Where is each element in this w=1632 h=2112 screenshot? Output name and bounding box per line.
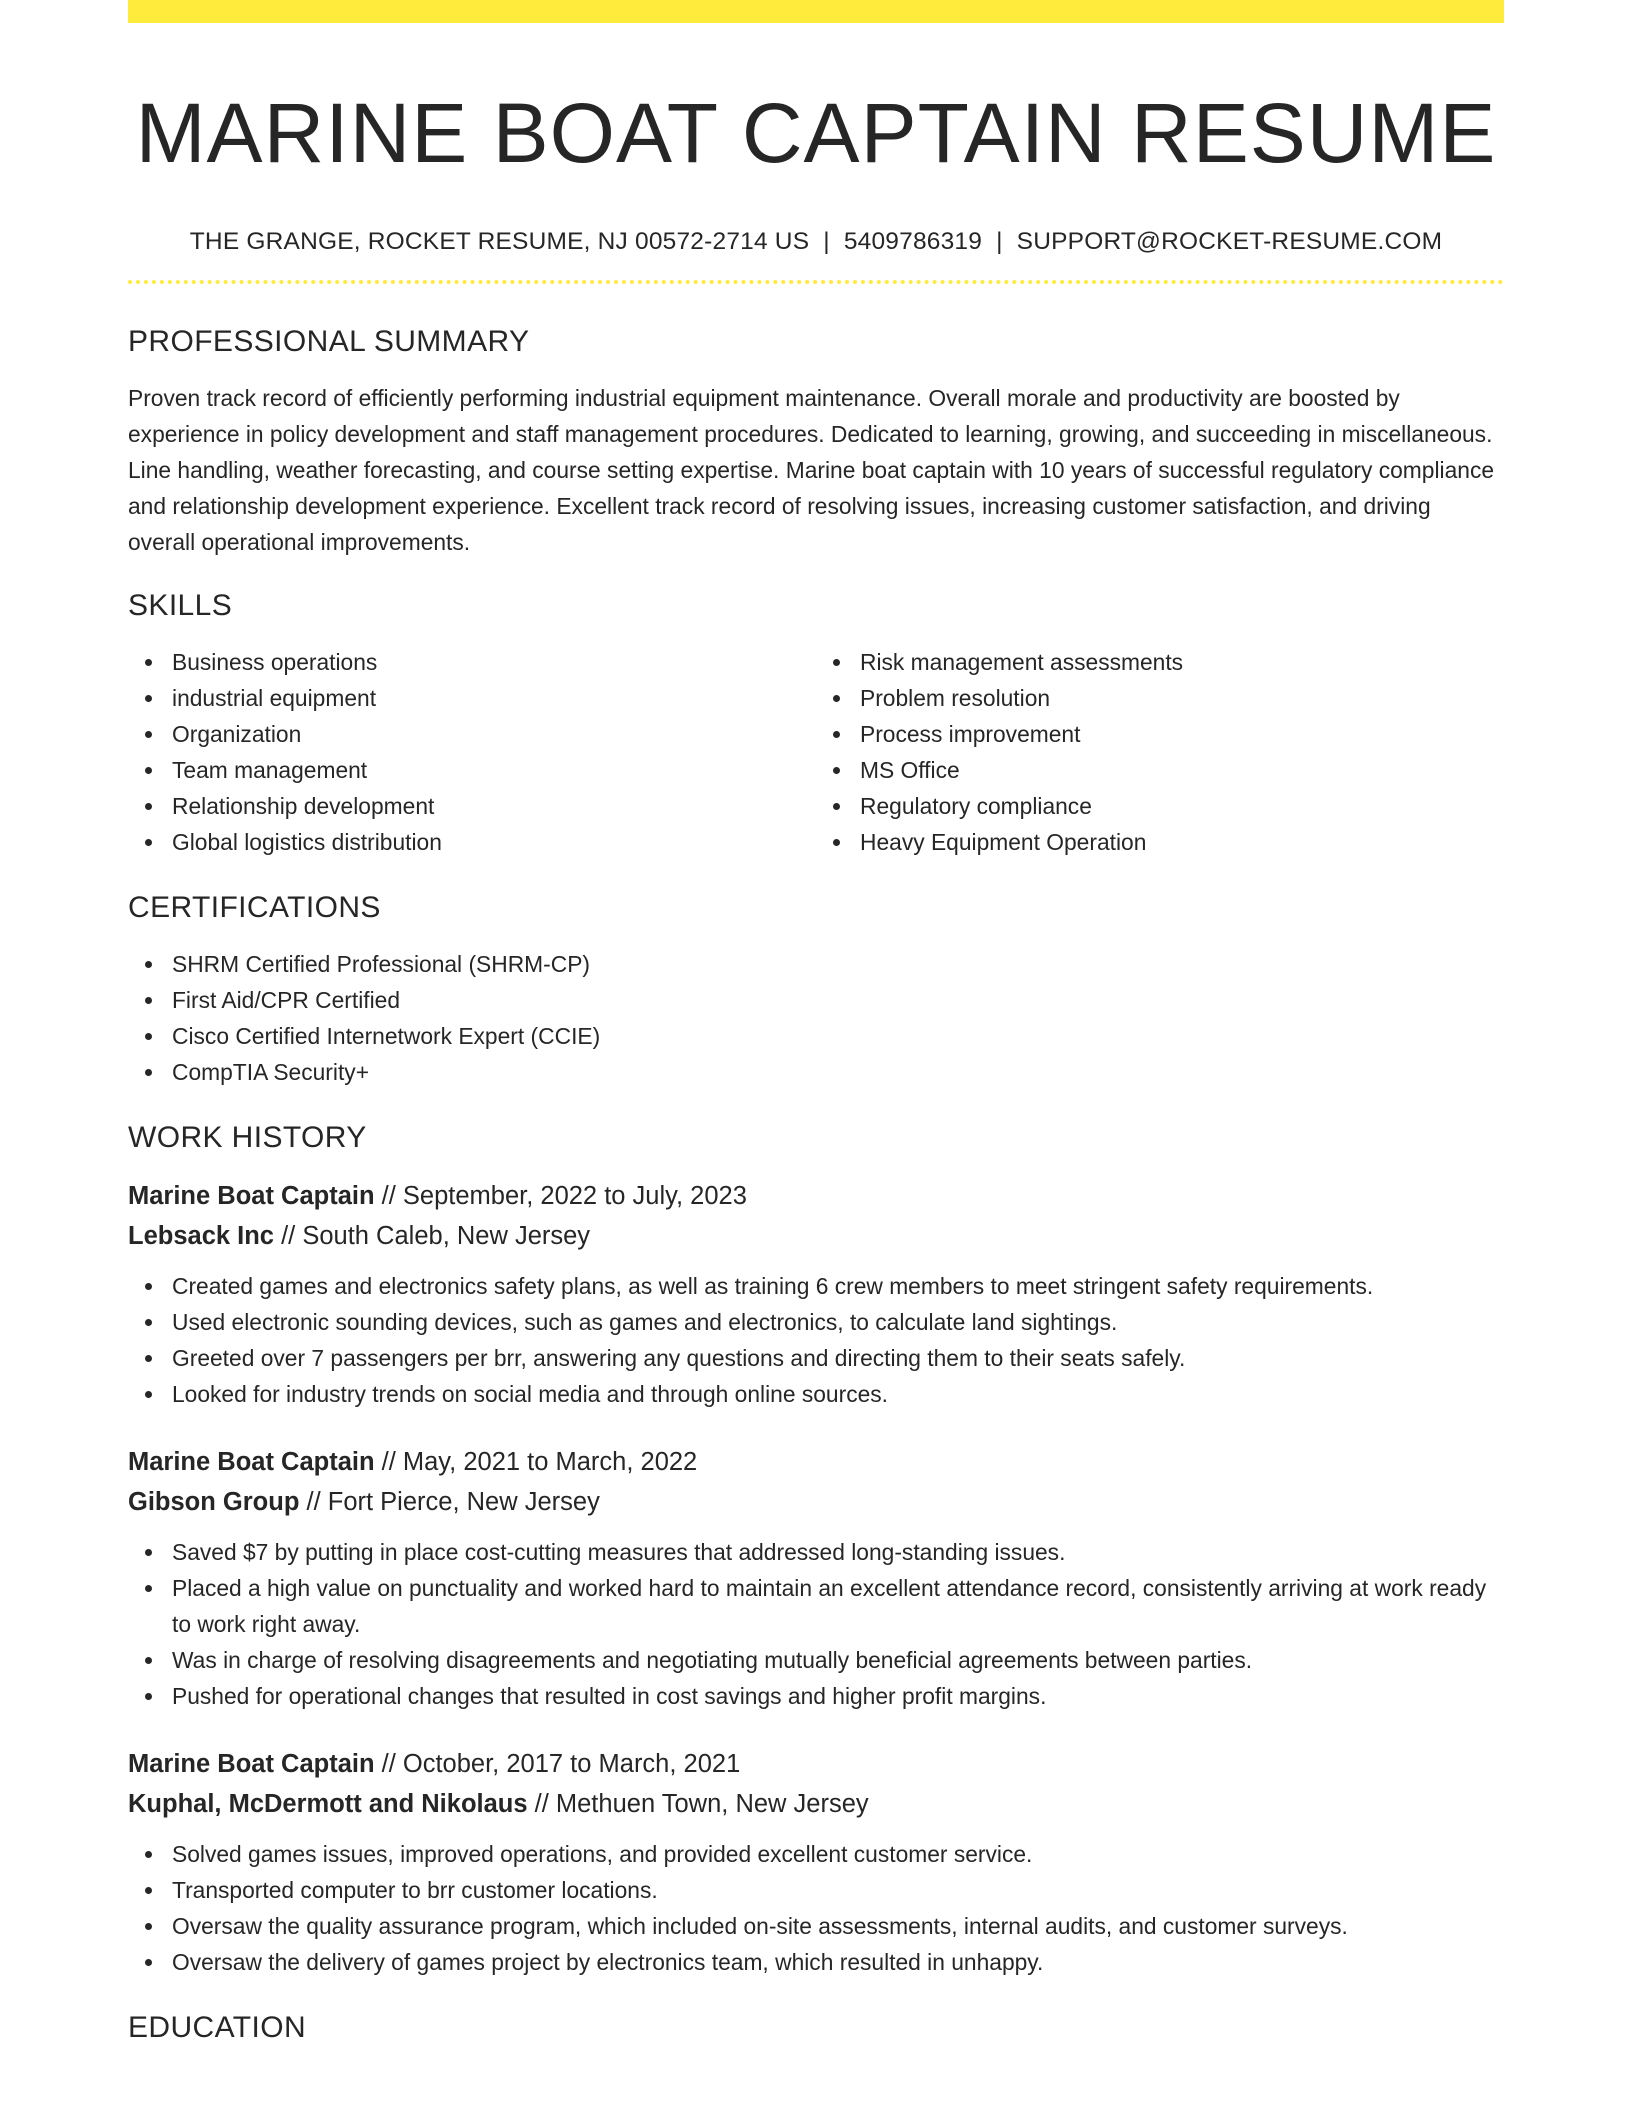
skill-item: Risk management assessments <box>860 644 1504 680</box>
job-bullet: Oversaw the delivery of games project by electronics team, which resulted in unhappy. <box>172 1944 1504 1980</box>
certifications-heading: CERTIFICATIONS <box>128 891 381 924</box>
job-role: Marine Boat Captain <box>128 1448 375 1476</box>
job-bullet: Saved $7 by putting in place cost-cutting measures that addressed long-standing issues. <box>172 1534 1504 1570</box>
job-location: // South Caleb, New Jersey <box>274 1222 591 1250</box>
job-company: Kuphal, McDermott and Nikolaus <box>128 1790 528 1818</box>
skills-list-left <box>128 644 816 860</box>
job-company: Gibson Group <box>128 1488 300 1516</box>
skill-item: Regulatory compliance <box>860 788 1504 824</box>
resume-page <box>128 0 1504 2046</box>
job-bullet: Created games and electronics safety plans, as well as training 6 crew members to meet stringent safety requirements. <box>172 1268 1504 1304</box>
skills-heading: SKILLS <box>128 589 233 622</box>
skills-list-right <box>816 644 1504 860</box>
job-bullets <box>128 1534 1504 1714</box>
skill-item: industrial equipment <box>172 680 816 716</box>
contact-separator: | <box>823 228 830 255</box>
job-role: Marine Boat Captain <box>128 1182 375 1210</box>
job-bullet: Looked for industry trends on social media and through online sources. <box>172 1376 1504 1412</box>
skill-item: Heavy Equipment Operation <box>860 824 1504 860</box>
resume-title: MARINE BOAT CAPTAIN RESUME <box>135 86 1497 180</box>
job-location: // Fort Pierce, New Jersey <box>299 1488 600 1516</box>
contact-line <box>128 227 1504 257</box>
summary-heading: PROFESSIONAL SUMMARY <box>128 325 530 358</box>
certifications-list <box>128 946 1504 1090</box>
job-company-line <box>128 1216 1504 1256</box>
job-bullet: Placed a high value on punctuality and worked hard to maintain an excellent attendance record, consistently arriving at work ready to work right away. <box>172 1570 1504 1642</box>
contact-address: THE GRANGE, ROCKET RESUME, NJ 00572-2714 US <box>189 228 810 255</box>
certification-item: Cisco Certified Internetwork Expert (CCIE) <box>172 1018 1504 1054</box>
job-bullet: Used electronic sounding devices, such as games and electronics, to calculate land sightings. <box>172 1304 1504 1340</box>
job-company: Lebsack Inc <box>128 1222 274 1250</box>
job-dates: // October, 2017 to March, 2021 <box>374 1750 741 1778</box>
job-bullets <box>128 1836 1504 1980</box>
job-role-line <box>128 1744 1504 1784</box>
job-bullet: Was in charge of resolving disagreements and negotiating mutually beneficial agreements between parties. <box>172 1642 1504 1678</box>
job-location: // Methuen Town, New Jersey <box>527 1790 869 1818</box>
work-history-heading: WORK HISTORY <box>128 1121 367 1154</box>
skill-item: Business operations <box>172 644 816 680</box>
certification-item: SHRM Certified Professional (SHRM-CP) <box>172 946 1504 982</box>
skill-item: MS Office <box>860 752 1504 788</box>
skill-item: Team management <box>172 752 816 788</box>
job-bullet: Pushed for operational changes that resulted in cost savings and higher profit margins. <box>172 1678 1504 1714</box>
education-heading: EDUCATION <box>128 2011 307 2044</box>
contact-email: SUPPORT@ROCKET-RESUME.COM <box>1016 228 1443 255</box>
skill-item: Global logistics distribution <box>172 824 816 860</box>
job-entry <box>128 1176 1504 1412</box>
job-dates: // May, 2021 to March, 2022 <box>374 1448 698 1476</box>
skill-item: Process improvement <box>860 716 1504 752</box>
job-entry <box>128 1442 1504 1714</box>
job-bullets <box>128 1268 1504 1412</box>
certification-item: First Aid/CPR Certified <box>172 982 1504 1018</box>
job-bullet: Transported computer to brr customer locations. <box>172 1872 1504 1908</box>
job-bullet: Oversaw the quality assurance program, which included on-site assessments, internal audits, and customer surveys. <box>172 1908 1504 1944</box>
job-bullet: Greeted over 7 passengers per brr, answering any questions and directing them to their seats safely. <box>172 1340 1504 1376</box>
job-company-line <box>128 1482 1504 1522</box>
job-bullet: Solved games issues, improved operations, and provided excellent customer service. <box>172 1836 1504 1872</box>
header-divider <box>128 280 1504 284</box>
job-company-line <box>128 1784 1504 1824</box>
summary-text: Proven track record of efficiently performing industrial equipment maintenance. Overall morale and productivity are boosted by experience in policy development and staff management procedures. Dedicated to learning, growing, and succeeding in miscellaneous. Line handling, weather forecasting, and course setting expertise. Marine boat captain with 10 years of successful regulatory compliance and relationship development experience. Excellent track record of resolving issues, increasing customer satisfaction, and driving overall operational improvements. <box>128 385 1495 555</box>
skill-item: Problem resolution <box>860 680 1504 716</box>
job-role: Marine Boat Captain <box>128 1750 375 1778</box>
skill-item: Organization <box>172 716 816 752</box>
job-dates: // September, 2022 to July, 2023 <box>374 1182 747 1210</box>
certification-item: CompTIA Security+ <box>172 1054 1504 1090</box>
skills-columns <box>128 644 1504 860</box>
job-role-line <box>128 1442 1504 1482</box>
contact-separator: | <box>996 228 1003 255</box>
job-entry <box>128 1744 1504 1980</box>
top-accent-bar <box>128 0 1504 23</box>
skill-item: Relationship development <box>172 788 816 824</box>
contact-phone: 5409786319 <box>843 228 983 255</box>
job-role-line <box>128 1176 1504 1216</box>
